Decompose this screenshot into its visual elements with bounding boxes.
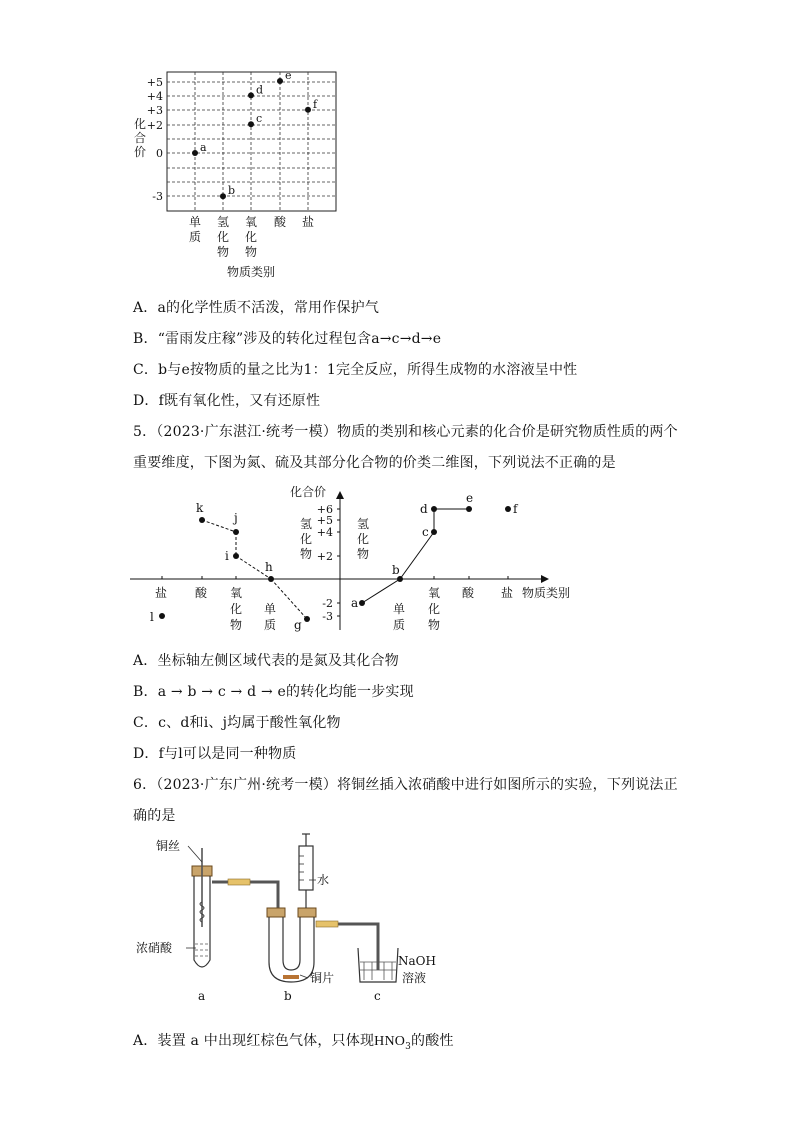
chart2-label-f: f bbox=[513, 502, 518, 516]
q6-option-a-sub: 3 bbox=[405, 1041, 412, 1052]
chart2-point-a bbox=[359, 600, 365, 606]
chart1-ylabel-char: 价 bbox=[134, 145, 147, 159]
chart1-point-label: d bbox=[256, 83, 264, 97]
chart2-cat-acid-right: 酸 bbox=[462, 586, 475, 600]
chart1-ylabel-char: 化 bbox=[134, 117, 147, 131]
valence-class-chart-2 bbox=[128, 478, 598, 643]
q6-option-a-formula: HNO bbox=[374, 1034, 406, 1049]
chart2-ytick: +2 bbox=[316, 550, 333, 563]
q5-option-a: A．坐标轴左侧区域代表的是氮及其化合物 bbox=[133, 653, 399, 669]
chart2-right-path bbox=[362, 509, 469, 603]
q6-stem-line2: 确的是 bbox=[133, 808, 176, 824]
chart1-points bbox=[192, 69, 318, 199]
label-water: 水 bbox=[317, 873, 330, 887]
q4-option-d: D．f既有氧化性，又有还原性 bbox=[133, 393, 321, 409]
chart1-category-char: 单 bbox=[188, 215, 202, 229]
chart1-category-char: 化 bbox=[216, 230, 230, 244]
q6-option-a bbox=[133, 1030, 454, 1052]
chart2-ytick: -3 bbox=[322, 610, 333, 623]
chart2-point-g bbox=[304, 616, 310, 622]
chart1-ylabel bbox=[134, 117, 146, 159]
chart2-cat-salt-left: 盐 bbox=[155, 586, 168, 600]
chart2-cat-char: 化 bbox=[357, 532, 370, 546]
chart2-cat-char: 单 bbox=[264, 602, 277, 616]
chart2-label-c: c bbox=[422, 525, 429, 539]
chart1-category-char: 盐 bbox=[301, 215, 315, 229]
chart2-cat-char: 化 bbox=[428, 602, 441, 616]
chart1-categories bbox=[189, 214, 314, 259]
chart2-point-h bbox=[268, 576, 274, 582]
chart2-cat-char: 物 bbox=[357, 547, 370, 561]
apparatus-diagram bbox=[128, 832, 448, 1012]
chart2-cat-char: 质 bbox=[264, 618, 277, 632]
chart2-cat-acid-left: 酸 bbox=[195, 586, 208, 600]
tube-b-c bbox=[316, 921, 378, 970]
chart2-point-i bbox=[233, 553, 239, 559]
chart2-cat-oxide-right bbox=[428, 586, 440, 632]
q5-stem-line2: 重要维度，下图为氮、硫及其部分化合物的价类二维图，下列说法不正确的是 bbox=[133, 455, 616, 471]
chart2-point-j bbox=[233, 529, 239, 535]
syringe bbox=[299, 834, 313, 908]
label-copper-sheet: 铜片 bbox=[310, 971, 335, 985]
chart2-ytick: +4 bbox=[316, 526, 333, 539]
chart2-label-l: l bbox=[150, 610, 154, 624]
q6-stem-line1: 6．（2023·广东广州·统考一模）将铜丝插入浓硝酸中进行如图所示的实验，下列说法正 bbox=[133, 777, 678, 793]
chart1-category-char: 氢 bbox=[216, 215, 230, 229]
q4-option-a: A．a的化学性质不活泼，常用作保护气 bbox=[133, 300, 380, 316]
label-copper-wire: 铜丝 bbox=[156, 839, 181, 853]
chart2-cat-char: 化 bbox=[300, 532, 313, 546]
copper-sheet bbox=[283, 975, 299, 979]
chart2-left-dashes bbox=[202, 520, 307, 619]
q5-option-b: B．a → b → c → d → e的转化均能一步实现 bbox=[133, 684, 414, 700]
chart2-ylabel: 化合价 bbox=[290, 485, 327, 499]
chart1-ytick: +4 bbox=[146, 90, 163, 103]
q6-option-a-suffix: 的酸性 bbox=[411, 1033, 454, 1049]
chart1-point-label: b bbox=[228, 184, 236, 198]
chart1-point-label: c bbox=[256, 112, 263, 126]
q6-option-a-prefix: A．装置 a 中出现红棕色气体，只体现 bbox=[133, 1033, 375, 1049]
tube-a-b bbox=[212, 879, 278, 910]
chart2-ytick: +5 bbox=[316, 514, 333, 527]
chart2-point-l bbox=[159, 613, 165, 619]
chart1-point-b bbox=[220, 193, 226, 199]
chart2-label-b: b bbox=[392, 563, 400, 577]
chart2-cat-char: 氧 bbox=[230, 586, 243, 600]
label-conc-nitric: 浓硝酸 bbox=[136, 941, 173, 955]
chart2-cat-element-right bbox=[393, 602, 405, 632]
chart2-point-k bbox=[199, 517, 205, 523]
label-a: a bbox=[198, 989, 206, 1003]
chart2-cat-char: 氢 bbox=[357, 517, 370, 531]
q5-option-d: D．f与l可以是同一种物质 bbox=[133, 746, 297, 762]
chart2-label-k: k bbox=[196, 501, 204, 515]
chart2-ytick: -2 bbox=[322, 597, 333, 610]
chart2-point-f bbox=[505, 506, 511, 512]
chart2-label-d: d bbox=[420, 502, 428, 516]
chart2-cat-char: 单 bbox=[393, 602, 406, 616]
chart1-xlabel: 物质类别 bbox=[226, 265, 276, 279]
chart2-label-g: g bbox=[294, 618, 302, 632]
chart1-point-f bbox=[305, 107, 311, 113]
chart2-label-i: i bbox=[225, 549, 229, 563]
q5-option-c: C．c、d和i、j均属于酸性氧化物 bbox=[133, 715, 341, 731]
chart1-category-char: 质 bbox=[188, 230, 202, 244]
chart1-point-c bbox=[248, 121, 254, 127]
chart1-ytick: +2 bbox=[146, 119, 163, 132]
q4-option-c: C．b与e按物质的量之比为1：1完全反应，所得生成物的水溶液呈中性 bbox=[133, 362, 578, 378]
chart1-category-char: 物 bbox=[244, 245, 258, 259]
chart2-label-j: j bbox=[234, 511, 238, 525]
chart2-cat-oxide-left bbox=[230, 586, 242, 632]
chart2-point-c bbox=[431, 529, 437, 535]
chart1-category-char: 氧 bbox=[244, 215, 258, 229]
chart1-category-char: 酸 bbox=[273, 215, 287, 229]
chart2-xlabel: 物质类别 bbox=[522, 586, 571, 600]
chart2-point-d bbox=[431, 506, 437, 512]
chart1-point-e bbox=[277, 78, 283, 84]
chart1-point-label: f bbox=[313, 97, 318, 111]
chart2-cat-char: 物 bbox=[300, 547, 313, 561]
chart2-cat-char: 质 bbox=[393, 618, 406, 632]
valence-class-chart-1 bbox=[130, 66, 360, 286]
label-naoh: NaOH bbox=[398, 954, 436, 968]
chart2-label-a: a bbox=[351, 596, 359, 610]
chart1-category-char: 物 bbox=[216, 245, 230, 259]
chart2-cat-char: 氧 bbox=[428, 586, 441, 600]
label-c: c bbox=[374, 989, 381, 1003]
chart1-point-label: a bbox=[200, 141, 207, 154]
q4-option-b: B．“雷雨发庄稼”涉及的转化过程包含a→c→d→e bbox=[133, 331, 442, 347]
chart2-cat-char: 物 bbox=[230, 618, 243, 632]
chart2-cat-char: 化 bbox=[230, 602, 243, 616]
test-tube-a bbox=[192, 848, 212, 967]
u-tube-b bbox=[267, 908, 316, 982]
chart1-ytick: 0 bbox=[156, 147, 163, 160]
chart2-hydride-left bbox=[300, 517, 312, 561]
q5-stem-line1: 5．（2023·广东湛江·统考一模）物质的类别和核心元素的化合价是研究物质性质的两个 bbox=[133, 424, 678, 440]
chart1-category-char: 化 bbox=[244, 230, 258, 244]
chart1-ylabel-char: 合 bbox=[134, 131, 147, 145]
chart2-cat-char: 氢 bbox=[300, 517, 313, 531]
chart2-label-e: e bbox=[466, 491, 474, 505]
label-solution: 溶液 bbox=[402, 971, 427, 985]
chart1-ytick: +3 bbox=[146, 104, 163, 117]
label-b: b bbox=[284, 989, 292, 1003]
chart2-point-e bbox=[466, 506, 472, 512]
chart1-ytick: +5 bbox=[146, 76, 163, 89]
chart1-point-a bbox=[192, 150, 198, 156]
chart2-cat-element-left bbox=[264, 602, 276, 632]
chart1-point-label: e bbox=[285, 69, 292, 82]
chart2-cat-salt-right: 盐 bbox=[501, 586, 514, 600]
chart1-point-d bbox=[248, 92, 254, 98]
chart2-label-h: h bbox=[265, 560, 273, 574]
chart2-hydride-right bbox=[357, 517, 369, 561]
chart1-ytick: -3 bbox=[152, 190, 163, 203]
chart2-cat-char: 物 bbox=[428, 618, 441, 632]
chart2-ytick: +6 bbox=[316, 503, 333, 516]
